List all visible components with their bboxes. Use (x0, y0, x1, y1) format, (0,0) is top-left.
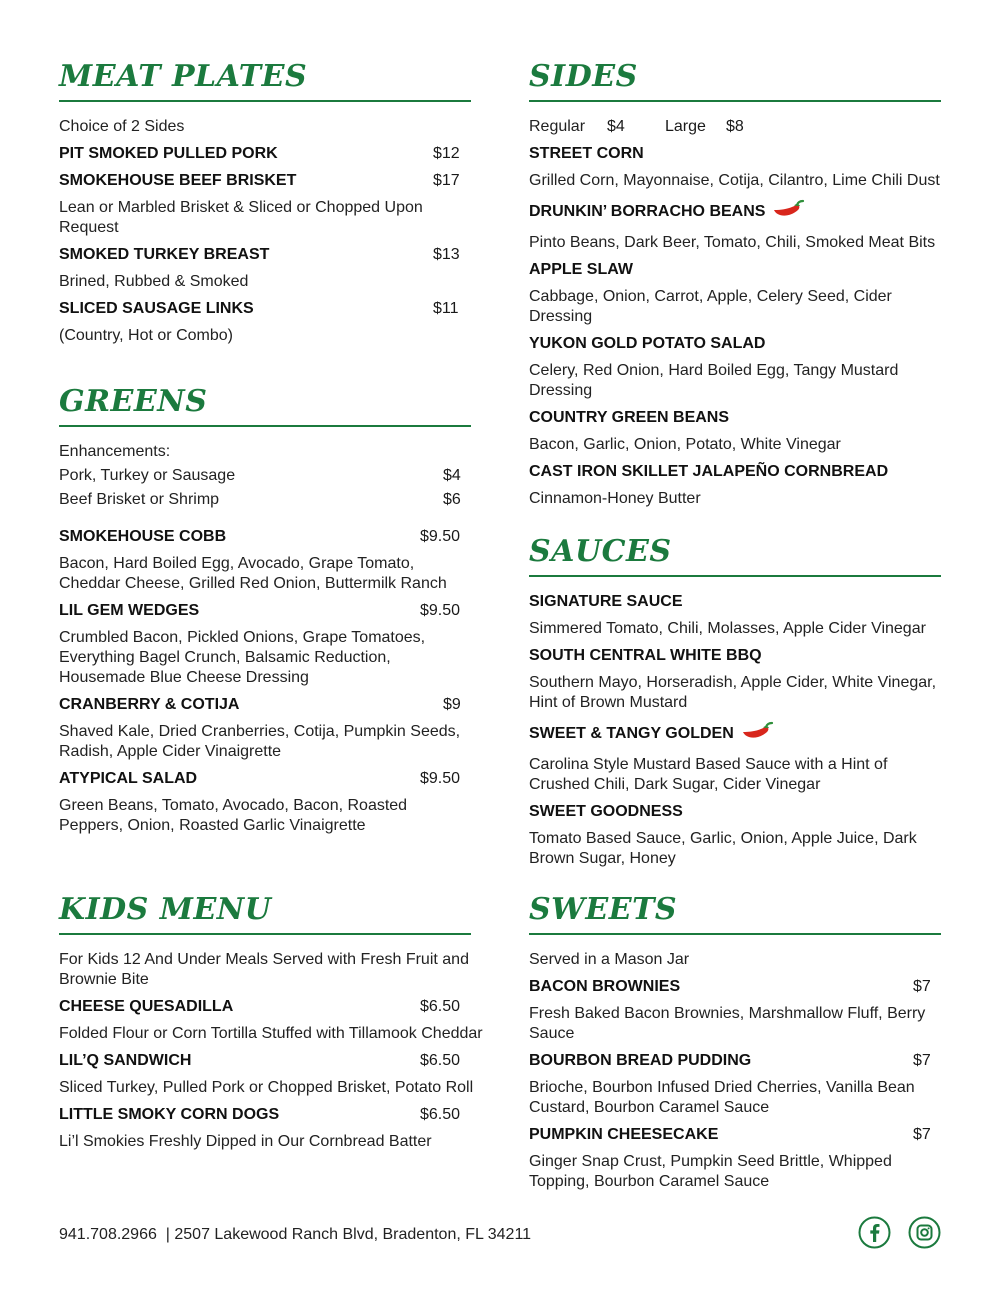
menu-item (59, 144, 471, 164)
item-name: LIL’Q SANDWICH (59, 1052, 192, 1069)
section-note: Choice of 2 Sides (59, 118, 185, 135)
menu-item (59, 245, 471, 265)
item-description: Cabbage, Onion, Carrot, Apple, Celery Seed, Cider Dressing (529, 288, 892, 325)
item-description: Southern Mayo, Horseradish, Apple Cider, White Vinegar, Hint of Brown Mustard (529, 674, 937, 711)
menu-item (529, 977, 941, 997)
enhancement-row (59, 490, 471, 510)
item-name: LIL GEM WEDGES (59, 602, 200, 619)
menu-item-name: CAST IRON SKILLET JALAPEÑO CORNBREAD (529, 463, 889, 480)
item-name: SMOKEHOUSE COBB (59, 528, 227, 545)
enhancement-price: $6 (443, 491, 461, 508)
item-description: Green Beans, Tomato, Avocado, Bacon, Roasted Peppers, Onion, Roasted Garlic Vinaigrette (59, 797, 408, 834)
item-description: Sliced Turkey, Pulled Pork or Chopped Brisket, Potato Roll (59, 1079, 474, 1096)
item-description: Fresh Baked Bacon Brownies, Marshmallow Fluff, Berry Sauce (529, 1005, 926, 1042)
item-description: Crumbled Bacon, Pickled Onions, Grape Tomatoes, Everything Bagel Crunch, Balsamic Reduction, Housemade Blue Cheese Dressing (59, 629, 426, 686)
menu-item (529, 198, 941, 226)
kids-menu-section (59, 892, 483, 1152)
instagram-icon[interactable] (908, 1216, 941, 1249)
menu-item (59, 997, 471, 1017)
regular-label: Regular (529, 118, 586, 135)
item-description: Cinnamon-Honey Butter (529, 490, 701, 507)
facebook-icon[interactable] (858, 1216, 891, 1249)
sides-section (529, 60, 941, 509)
menu-item-name: APPLE SLAW (529, 261, 634, 278)
section-title: KIDS MENU (59, 892, 272, 927)
item-description: Li’l Smokies Freshly Dipped in Our Cornbread Batter (59, 1133, 432, 1150)
item-price: $6.50 (420, 998, 461, 1015)
enhancement-name: Beef Brisket or Shrimp (59, 491, 220, 508)
section-divider (529, 100, 941, 102)
item-description: Ginger Snap Crust, Pumpkin Seed Brittle, Whipped Topping, Bourbon Caramel Sauce (529, 1153, 892, 1190)
item-name: SLICED SAUSAGE LINKS (59, 300, 254, 317)
greens-section (59, 385, 471, 836)
item-description: Celery, Red Onion, Hard Boiled Egg, Tangy Mustard Dressing (529, 362, 899, 399)
regular-price: $4 (607, 118, 625, 135)
item-name: CHEESE QUESADILLA (59, 998, 234, 1015)
menu-item (59, 1051, 471, 1071)
item-price: $7 (913, 1126, 931, 1143)
section-title: SWEETS (529, 892, 678, 927)
item-description: Pinto Beans, Dark Beer, Tomato, Chili, Smoked Meat Bits (529, 234, 936, 251)
item-price: $7 (913, 978, 931, 995)
sweets-section (529, 893, 941, 1192)
item-price: $6.50 (420, 1106, 461, 1123)
section-title: SAUCES (529, 534, 672, 569)
enhancement-row (59, 466, 471, 486)
item-price: $12 (433, 145, 460, 162)
section-divider (59, 425, 471, 427)
item-name: PUMPKIN CHEESECAKE (529, 1126, 719, 1143)
item-description: Lean or Marbled Brisket & Sliced or Chopped Upon Request (59, 199, 423, 236)
item-name: DRUNKIN’ BORRACHO BEANS (529, 203, 766, 220)
menu-item-name: SIGNATURE SAUCE (529, 593, 683, 610)
section-title: SIDES (529, 59, 638, 94)
item-price: $9.50 (420, 528, 461, 545)
menu-item-name: SOUTH CENTRAL WHITE BBQ (529, 647, 762, 664)
menu-item (59, 695, 471, 715)
item-description: Carolina Style Mustard Based Sauce with a Hint of Crushed Chili, Dark Sugar, Cider Vinegar (529, 756, 888, 793)
enhancement-price: $4 (443, 467, 461, 484)
meat-plates-section (59, 60, 471, 346)
menu-item (529, 1051, 941, 1071)
menu-item (59, 171, 471, 191)
section-divider (59, 933, 471, 935)
item-description: Bacon, Garlic, Onion, Potato, White Vinegar (529, 436, 841, 453)
item-name: BACON BROWNIES (529, 978, 681, 995)
section-divider (529, 575, 941, 577)
large-label: Large (665, 118, 706, 135)
sauces-section (529, 535, 941, 869)
menu-item-name: STREET CORN (529, 145, 644, 162)
menu-item (529, 1125, 941, 1145)
item-description: Tomato Based Sauce, Garlic, Onion, Apple Juice, Dark Brown Sugar, Honey (529, 830, 917, 867)
menu-item (529, 720, 941, 748)
section-divider (59, 100, 471, 102)
item-price: $11 (433, 300, 459, 317)
item-description: Bacon, Hard Boiled Egg, Avocado, Grape Tomato, Cheddar Cheese, Grilled Red Onion, Buttermilk Ranch (59, 555, 447, 592)
enhancement-name: Pork, Turkey or Sausage (59, 467, 236, 484)
section-note: For Kids 12 And Under Meals Served with Fresh Fruit and Brownie Bite (59, 951, 469, 988)
section-note: Served in a Mason Jar (529, 951, 690, 968)
menu-item (59, 601, 471, 621)
menu-item (59, 1105, 471, 1125)
item-description: Folded Flour or Corn Tortilla Stuffed with Tillamook Cheddar (59, 1025, 483, 1042)
item-name: SMOKED TURKEY BREAST (59, 246, 270, 263)
footer-contact: 941.708.2966 | 2507 Lakewood Ranch Blvd, Bradenton, FL 34211 (59, 1226, 532, 1243)
item-name: PIT SMOKED PULLED PORK (59, 145, 278, 162)
size-pricing (529, 117, 941, 137)
chili-pepper-icon (740, 720, 774, 748)
item-name: SWEET & TANGY GOLDEN (529, 725, 734, 742)
section-title: MEAT PLATES (59, 59, 308, 94)
enhancements-label: Enhancements: (59, 443, 171, 460)
item-description: Shaved Kale, Dried Cranberries, Cotija, Pumpkin Seeds, Radish, Apple Cider Vinaigrette (59, 723, 461, 760)
item-price: $6.50 (420, 1052, 461, 1069)
item-price: $13 (433, 246, 460, 263)
menu-item (59, 527, 471, 547)
item-price: $9 (443, 696, 461, 713)
section-title: GREENS (59, 384, 208, 419)
item-description: Grilled Corn, Mayonnaise, Cotija, Cilantro, Lime Chili Dust (529, 172, 940, 189)
chili-pepper-icon (771, 198, 805, 226)
item-description: (Country, Hot or Combo) (59, 327, 233, 344)
item-name: BOURBON BREAD PUDDING (529, 1052, 752, 1069)
menu-item-name: COUNTRY GREEN BEANS (529, 409, 730, 426)
menu-item-name: YUKON GOLD POTATO SALAD (529, 335, 766, 352)
item-description: Brioche, Bourbon Infused Dried Cherries, Vanilla Bean Custard, Bourbon Caramel Sauce (529, 1079, 915, 1116)
item-description: Simmered Tomato, Chili, Molasses, Apple Cider Vinegar (529, 620, 926, 637)
item-price: $9.50 (420, 602, 461, 619)
item-name: SMOKEHOUSE BEEF BRISKET (59, 172, 297, 189)
menu-item (59, 299, 471, 319)
item-price: $17 (433, 172, 460, 189)
item-name: CRANBERRY & COTIJA (59, 696, 240, 713)
menu-item (59, 769, 471, 789)
item-description: Brined, Rubbed & Smoked (59, 273, 249, 290)
item-price: $7 (913, 1052, 931, 1069)
section-divider (529, 933, 941, 935)
large-price: $8 (726, 118, 744, 135)
item-price: $9.50 (420, 770, 461, 787)
menu-item-name: SWEET GOODNESS (529, 803, 683, 820)
item-name: LITTLE SMOKY CORN DOGS (59, 1106, 280, 1123)
item-name: ATYPICAL SALAD (59, 770, 198, 787)
